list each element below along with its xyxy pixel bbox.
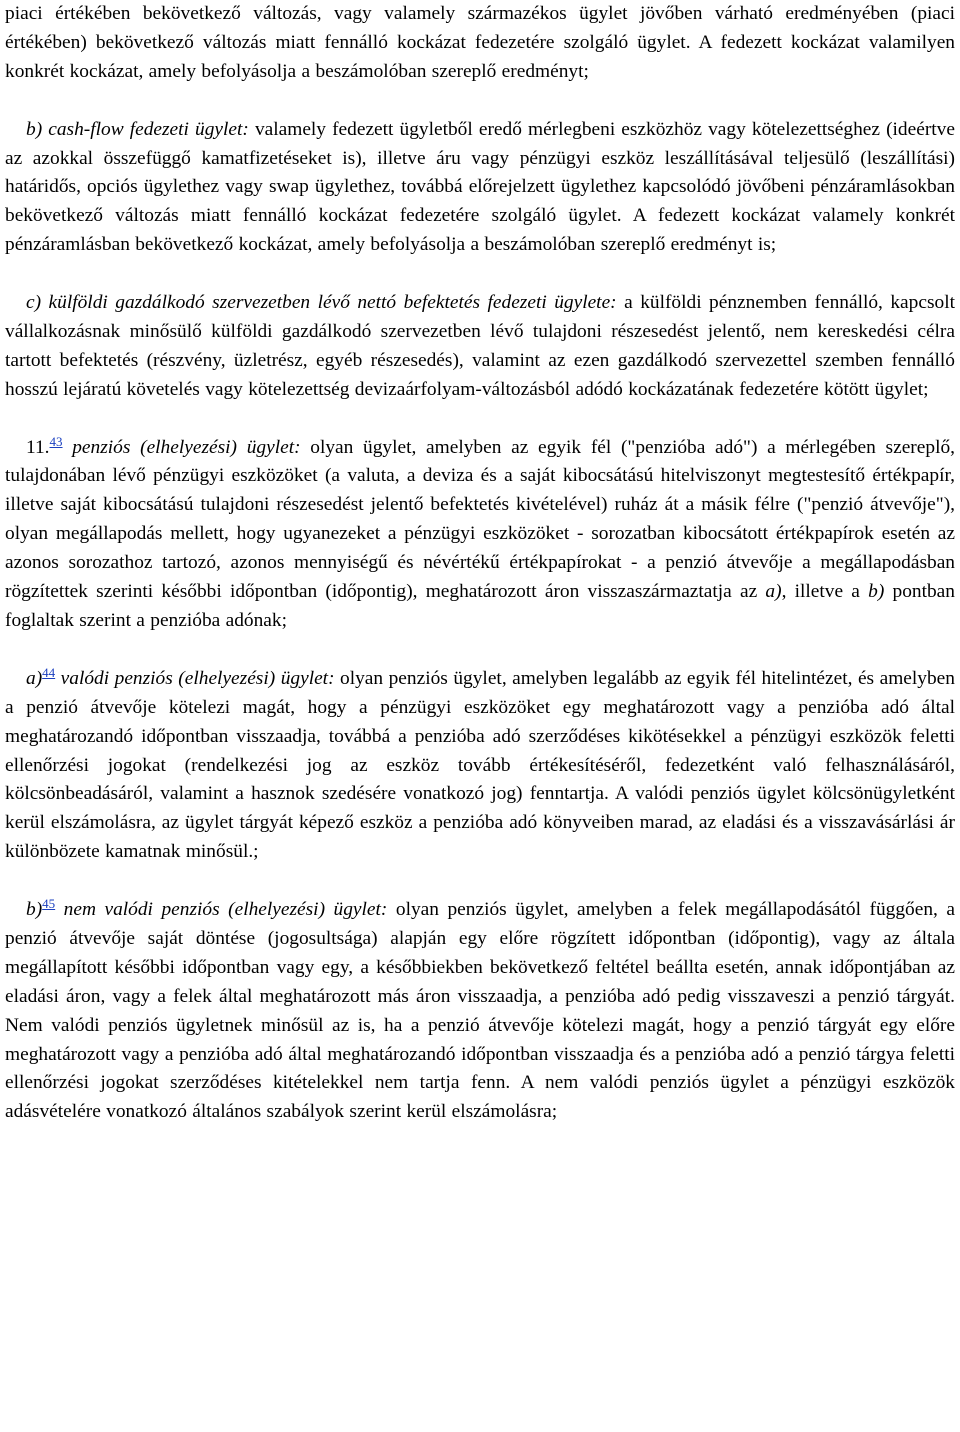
paragraph-repo-transaction — [5, 434, 955, 636]
term-cash-flow-hedge: b) cash-flow fedezeti ügylet: — [26, 118, 249, 140]
paragraph-gap — [5, 867, 955, 896]
paragraph-text: olyan penziós ügylet, amelyben a felek megállapodásától függően, a penzió átvevője saját döntése (jogosultsága) alapján egy előre rögzített időpontban (időpontig), vagy az általa megállapított későbbi időpontban vagy egy, a későbbiekben bekövetkező feltétel beállta esetén, annak időpontjában az eladási áron, vagy a felek által meghatározott más áron visszaadja, a penzióba adó pedig visszaveszi a penzió tárgyát. Nem valódi penziós ügyletnek minősül az is, ha a penzió átvevője kötelezi magát, hogy a penzió tárgyát egy előre meghatározott vagy a penzióba adó által meghatározandó időpontban visszaadja és a penzióba adó a penzió tárgya feletti ellenőrzési jogokat szerződéses kitételekkel nem tartja fenn. A nem valódi penziós ügylet a pénzügyi eszközök adásvételére vonatkozó általános szabályok szerint kerül elszámolásra; — [5, 899, 955, 1123]
section-number: 11. — [26, 436, 50, 458]
paragraph-text: a külföldi pénznemben fennálló, kapcsolt vállalkozásnak minősülő külföldi gazdálkodó szervezetben lévő tulajdoni részesedést jelentő, nem kereskedési célra tartott befektetés (részvény, üzletrész, egyéb részesedés), valamint az ezen gazdálkodó szervezettel szemben fennálló hosszú lejáratú követelés vagy kötelezettség devizaárfolyam-változásból adódó kockázatának fedezetére kötött ügylet; — [5, 292, 955, 400]
paragraph-net-investment-hedge — [5, 289, 955, 405]
footnote-link-43[interactable]: 43 — [49, 433, 63, 449]
document-body — [5, 0, 955, 1127]
paragraph-text: olyan penziós ügylet, amelyben legalább az egyik fél hitelintézet, és amelyben a penzió átvevője kötelezi magát, hogy a pénzügyi eszközöket egy meghatározott vagy a penzióba adó által meghatározandó időpontban visszaadja, továbbá a penzióba adó szerződéses kikötésekkel a pénzügyi eszközök feletti ellenőrzési jogokat (rendelkezési jog az eszköz tovább értékesítéséről, fedezetként való felhasználásáról, kölcsönbeadásáról, valamint a hasznok szedésére vonatkozó jog) fenntartja. A valódi penziós ügylet kölcsönügyletként kerül elszámolásra, az ügylet tárgyát képező eszköz a penzióba adó könyveiben marad, az eladási és a visszavásárlási ár különbözete kamatnak minősül.; — [5, 667, 955, 863]
paragraph-cash-flow-hedge — [5, 116, 955, 261]
footnote-link-45[interactable]: 45 — [42, 896, 56, 912]
point-label-a: a) — [26, 667, 43, 689]
paragraph-hedge-definition-end — [5, 0, 955, 87]
paragraph-gap — [5, 405, 955, 434]
paragraph-gap — [5, 636, 955, 665]
term-net-investment-hedge: c) külföldi gazdálkodó szervezetben lévő nettó befektetés fedezeti ügylete: — [26, 292, 617, 314]
term-non-genuine-repo: nem valódi penziós (elhelyezési) ügylet: — [55, 899, 388, 921]
paragraph-gap — [5, 260, 955, 289]
reference-point-b: b) — [868, 581, 885, 603]
paragraph-non-genuine-repo — [5, 896, 955, 1127]
paragraph-text: , illetve a — [781, 581, 869, 603]
footnote-link-44[interactable]: 44 — [42, 664, 56, 680]
paragraph-gap — [5, 87, 955, 116]
reference-point-a: a) — [765, 581, 782, 603]
paragraph-text: pontban foglaltak szerint a penzióba adónak; — [5, 581, 955, 631]
point-label-b: b) — [26, 899, 43, 921]
paragraph-text: valamely fedezett ügyletből eredő mérlegbeni eszközhöz vagy kötelezettséghez (ideértve az azokkal összefüggő kamatfizetéseket is), illetve áru vagy pénzügyi eszköz leszállításával teljesülő (leszállítási) határidős, opciós ügylethez vagy swap ügylethez, továbbá előrejelzett ügylethez kapcsolódó jövőbeni pénzáramlásokban bekövetkező változás miatt fennálló kockázat fedezetére szolgáló ügylet. A fedezett kockázat valamely konkrét pénzáramlásban bekövetkező kockázat, amely befolyásolja a beszámolóban szereplő eredményt is; — [5, 118, 955, 256]
paragraph-text: olyan ügylet, amelyben az egyik fél ("penzióba adó") a mérlegében szereplő, tulajdonában lévő pénzügyi eszközöket (a valuta, a deviza és a saját kibocsátású hitelviszonyt megtestesítő értékpapír, illetve saját kibocsátású tulajdoni részesedést jelentő befektetés kivételével) ruház át a másik félre ("penzió átvevője"), olyan megállapodás mellett, hogy ugyanezeket a pénzügyi eszközöket - sorozatban kibocsátott értékpapírok esetén az azonos sorozathoz tartozó, azonos mennyiségű és névértékű értékpapírokat - a penzió átvevője a megállapodásban rögzítettek szerinti későbbi időpontban (időpontig), meghatározott áron visszaszármaztatja az — [5, 436, 956, 603]
paragraph-genuine-repo — [5, 665, 955, 867]
term-repo-transaction: penziós (elhelyezési) ügylet: — [62, 436, 301, 458]
paragraph-text: piaci értékében bekövetkező változás, vagy valamely származékos ügylet jövőben várható eredményében (piaci értékében) bekövetkező változás miatt fennálló kockázat fedezetére szolgáló ügylet. A fedezett kockázat valamilyen konkrét kockázat, amely befolyásolja a beszámolóban szereplő eredményt; — [5, 3, 955, 82]
term-genuine-repo: valódi penziós (elhelyezési) ügylet: — [55, 667, 335, 689]
